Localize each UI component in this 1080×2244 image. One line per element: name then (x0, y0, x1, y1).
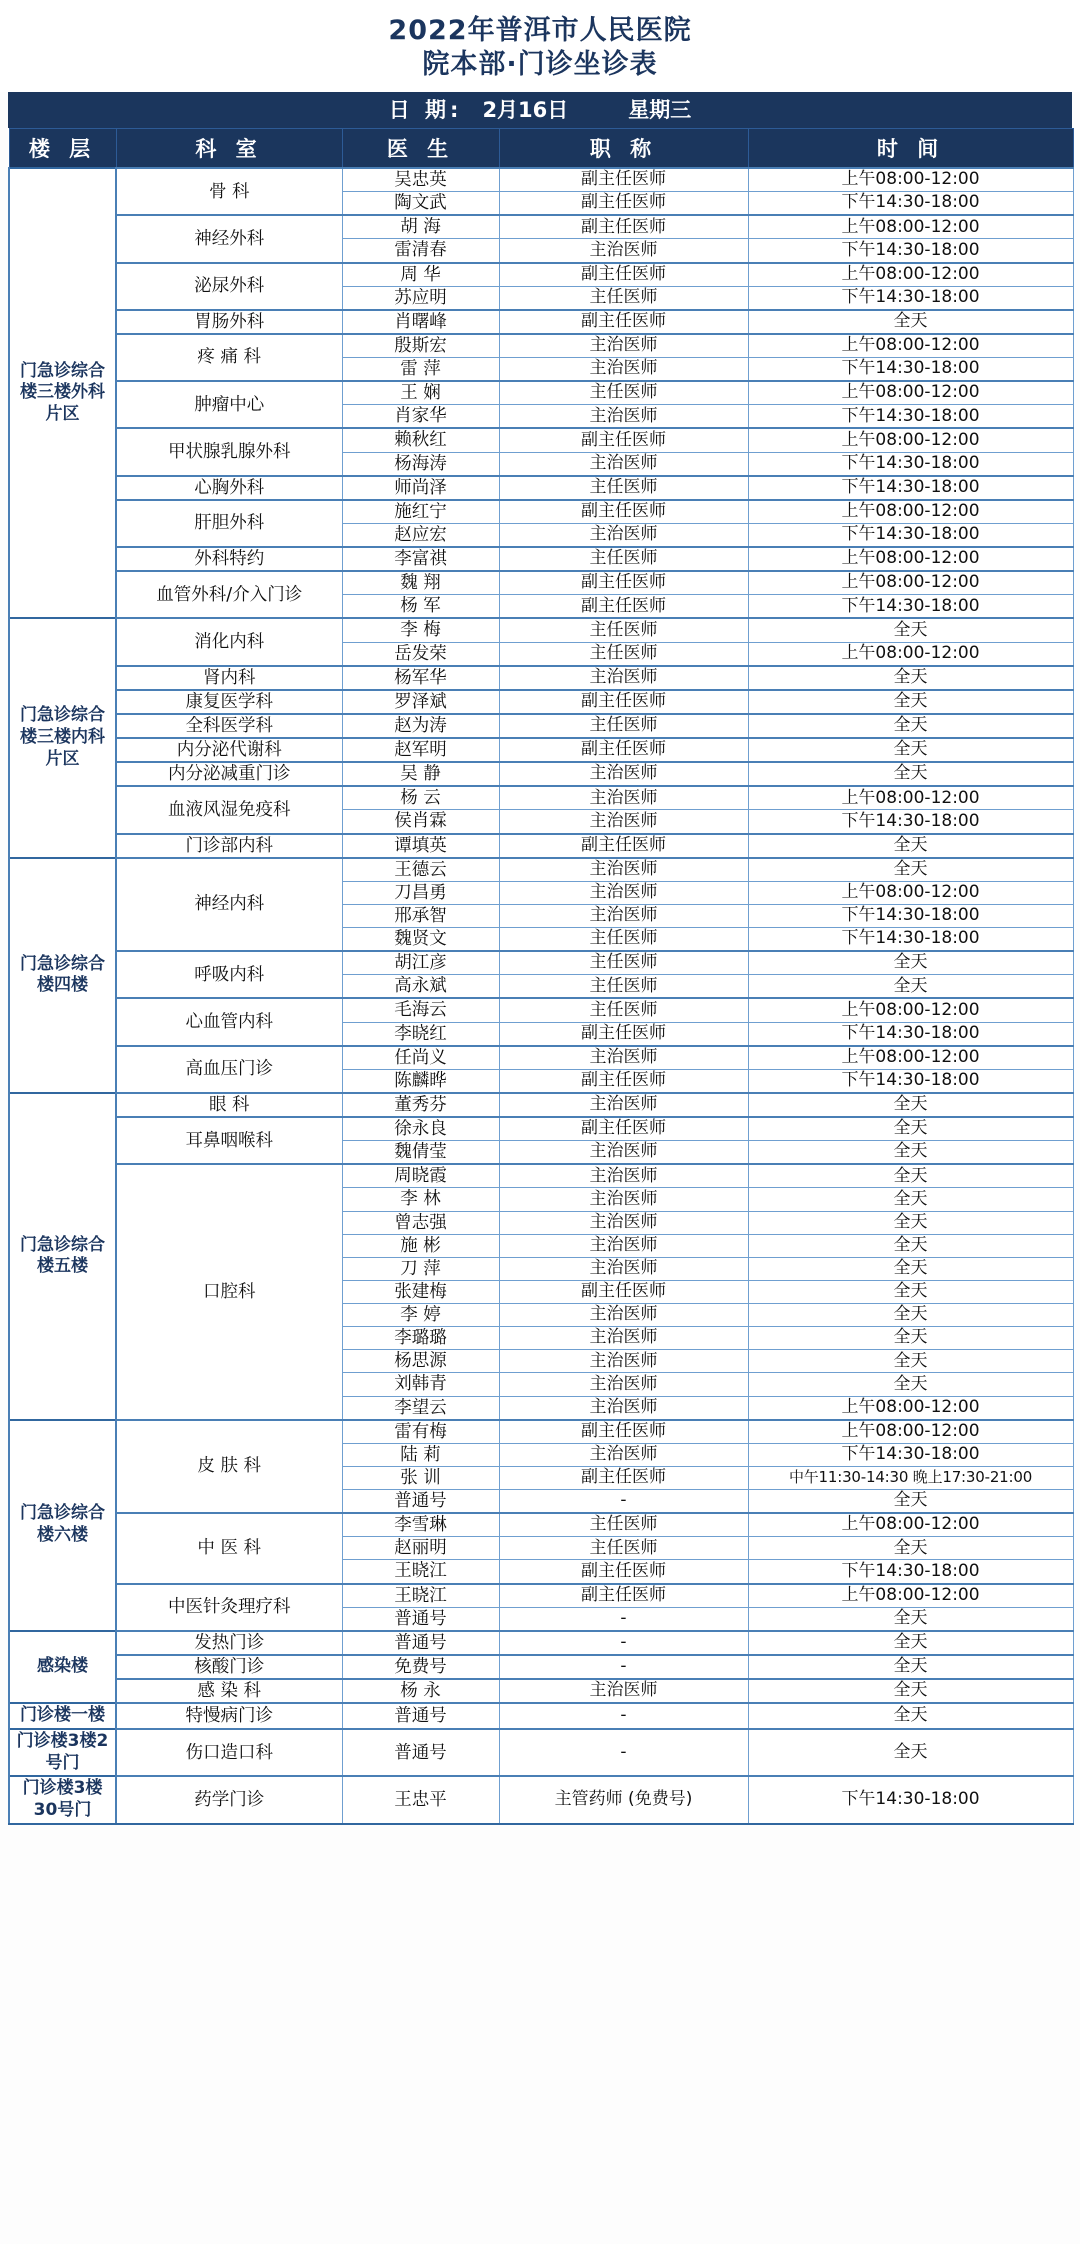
table-row (9, 1117, 1073, 1141)
time-cell: 下午14:30-18:00 (748, 239, 1073, 263)
floor-cell: 门急诊综合楼五楼 (9, 1093, 116, 1420)
time-cell: 上午08:00-12:00 (748, 1396, 1073, 1420)
doctor-title-cell: 主管药师 (免费号) (499, 1776, 748, 1824)
time-cell: 下午14:30-18:00 (748, 1022, 1073, 1046)
time-cell: 上午08:00-12:00 (748, 642, 1073, 666)
doctor-title-cell: 主治医师 (499, 1679, 748, 1703)
table-row (9, 571, 1073, 595)
doctor-cell: 李 林 (342, 1188, 499, 1211)
doctor-title-cell: 主治医师 (499, 881, 748, 904)
time-cell: 全天 (748, 1117, 1073, 1141)
time-cell: 全天 (748, 1350, 1073, 1373)
department-cell: 甲状腺乳腺外科 (116, 428, 342, 475)
doctor-title-cell: 副主任医师 (499, 834, 748, 858)
time-cell: 下午14:30-18:00 (748, 1443, 1073, 1466)
doctor-title-cell: - (499, 1703, 748, 1729)
department-cell: 核酸门诊 (116, 1655, 342, 1679)
department-cell: 胃肠外科 (116, 310, 342, 334)
doctor-cell: 杨海涛 (342, 452, 499, 476)
department-cell: 药学门诊 (116, 1776, 342, 1824)
time-cell: 上午08:00-12:00 (748, 381, 1073, 405)
time-cell: 下午14:30-18:00 (748, 595, 1073, 619)
doctor-cell: 罗泽斌 (342, 690, 499, 714)
table-row (9, 834, 1073, 858)
doctor-title-cell: 主治医师 (499, 666, 748, 690)
floor-cell: 门急诊综合楼六楼 (9, 1420, 116, 1631)
table-row (9, 1703, 1073, 1729)
department-cell: 骨 科 (116, 168, 342, 215)
doctor-title-cell: 主任医师 (499, 975, 748, 999)
table-row (9, 500, 1073, 524)
doctor-cell: 谭填英 (342, 834, 499, 858)
doctor-title-cell: 主治医师 (499, 1327, 748, 1350)
table-row (9, 547, 1073, 571)
floor-cell: 感染楼 (9, 1631, 116, 1703)
time-cell: 全天 (748, 1679, 1073, 1703)
time-cell: 下午14:30-18:00 (748, 1560, 1073, 1584)
time-cell: 全天 (748, 1188, 1073, 1211)
col-header-doctor: 医 生 (342, 129, 499, 169)
doctor-cell: 殷斯宏 (342, 334, 499, 358)
doctor-cell: 普通号 (342, 1729, 499, 1777)
department-cell: 中 医 科 (116, 1513, 342, 1583)
department-cell: 感 染 科 (116, 1679, 342, 1703)
doctor-cell: 李望云 (342, 1396, 499, 1420)
time-cell: 下午14:30-18:00 (748, 452, 1073, 476)
table-row (9, 1513, 1073, 1537)
time-cell: 全天 (748, 1280, 1073, 1303)
doctor-cell: 杨 军 (342, 595, 499, 619)
doctor-title-cell: 副主任医师 (499, 215, 748, 239)
table-row (9, 263, 1073, 287)
col-header-time: 时 间 (748, 129, 1073, 169)
department-cell: 康复医学科 (116, 690, 342, 714)
floor-cell: 门急诊综合楼三楼外科片区 (9, 168, 116, 618)
floor-cell: 门急诊综合楼三楼内科片区 (9, 618, 116, 857)
department-cell: 内分泌代谢科 (116, 738, 342, 762)
weekday-value: 星期三 (628, 98, 692, 122)
doctor-title-cell: 主任医师 (499, 951, 748, 975)
floor-cell: 门诊楼一楼 (9, 1703, 116, 1729)
doctor-title-cell: 主治医师 (499, 1046, 748, 1070)
doctor-title-cell: 主治医师 (499, 1164, 748, 1188)
doctor-cell: 吴 静 (342, 762, 499, 786)
time-cell: 全天 (748, 618, 1073, 642)
doctor-cell: 王忠平 (342, 1776, 499, 1824)
department-cell: 疼 痛 科 (116, 334, 342, 381)
table-row (9, 428, 1073, 452)
floor-cell: 门急诊综合楼四楼 (9, 858, 116, 1093)
time-cell: 全天 (748, 738, 1073, 762)
doctor-cell: 魏倩莹 (342, 1141, 499, 1165)
doctor-cell: 董秀芬 (342, 1093, 499, 1117)
time-cell: 全天 (748, 858, 1073, 882)
time-cell: 全天 (748, 1703, 1073, 1729)
time-cell: 全天 (748, 714, 1073, 738)
date-bar (8, 92, 1072, 128)
doctor-title-cell: 主任医师 (499, 1513, 748, 1537)
table-row (9, 1655, 1073, 1679)
time-cell: 上午08:00-12:00 (748, 1046, 1073, 1070)
doctor-title-cell: 主治医师 (499, 786, 748, 810)
table-row (9, 1584, 1073, 1608)
doctor-title-cell: 主任医师 (499, 618, 748, 642)
col-header-floor: 楼 层 (9, 129, 116, 169)
doctor-cell: 普通号 (342, 1607, 499, 1631)
doctor-cell: 杨思源 (342, 1350, 499, 1373)
doctor-cell: 吴忠英 (342, 168, 499, 192)
department-cell: 心胸外科 (116, 476, 342, 500)
doctor-title-cell: 主任医师 (499, 286, 748, 310)
department-cell: 消化内科 (116, 618, 342, 665)
time-cell: 全天 (748, 1164, 1073, 1188)
time-cell: 全天 (748, 1373, 1073, 1396)
time-cell: 上午08:00-12:00 (748, 1584, 1073, 1608)
doctor-cell: 岳发荣 (342, 642, 499, 666)
doctor-title-cell: 副主任医师 (499, 1022, 748, 1046)
table-row (9, 858, 1073, 882)
time-cell: 全天 (748, 1234, 1073, 1257)
department-cell: 神经内科 (116, 858, 342, 952)
doctor-cell: 赵军明 (342, 738, 499, 762)
department-cell: 特慢病门诊 (116, 1703, 342, 1729)
table-row (9, 998, 1073, 1022)
doctor-cell: 施 彬 (342, 1234, 499, 1257)
date-label: 日 期: (388, 98, 463, 122)
doctor-cell: 周 华 (342, 263, 499, 287)
doctor-cell: 邢承智 (342, 904, 499, 927)
doctor-cell: 施红宁 (342, 500, 499, 524)
doctor-title-cell: 主治医师 (499, 1443, 748, 1466)
doctor-cell: 杨 永 (342, 1679, 499, 1703)
doctor-title-cell: - (499, 1490, 748, 1514)
time-cell: 上午08:00-12:00 (748, 334, 1073, 358)
doctor-cell: 毛海云 (342, 998, 499, 1022)
table-head (9, 129, 1073, 169)
doctor-cell: 肖曙峰 (342, 310, 499, 334)
doctor-title-cell: - (499, 1631, 748, 1655)
doctor-title-cell: 副主任医师 (499, 168, 748, 192)
department-cell: 血管外科/介入门诊 (116, 571, 342, 618)
time-cell: 下午14:30-18:00 (748, 358, 1073, 382)
time-cell: 上午08:00-12:00 (748, 168, 1073, 192)
doctor-cell: 王晓江 (342, 1584, 499, 1608)
time-cell: 全天 (748, 1093, 1073, 1117)
time-cell: 全天 (748, 1655, 1073, 1679)
date-value: 2月16日 (482, 98, 569, 122)
department-cell: 中医针灸理疗科 (116, 1584, 342, 1631)
time-cell: 上午08:00-12:00 (748, 786, 1073, 810)
table-row (9, 786, 1073, 810)
doctor-title-cell: 主治医师 (499, 1396, 748, 1420)
doctor-title-cell: 主治医师 (499, 1188, 748, 1211)
table-row (9, 1776, 1073, 1824)
department-cell: 皮 肤 科 (116, 1420, 342, 1514)
table-row (9, 714, 1073, 738)
doctor-cell: 张建梅 (342, 1280, 499, 1303)
doctor-title-cell: 副主任医师 (499, 1560, 748, 1584)
department-cell: 耳鼻咽喉科 (116, 1117, 342, 1164)
time-cell: 全天 (748, 1537, 1073, 1560)
time-cell: 中午11:30-14:30 晚上17:30-21:00 (748, 1466, 1073, 1489)
table-row (9, 310, 1073, 334)
doctor-title-cell: 副主任医师 (499, 1280, 748, 1303)
department-cell: 肝胆外科 (116, 500, 342, 547)
col-header-title: 职 称 (499, 129, 748, 169)
time-cell: 上午08:00-12:00 (748, 881, 1073, 904)
doctor-title-cell: - (499, 1655, 748, 1679)
doctor-title-cell: 主治医师 (499, 1350, 748, 1373)
doctor-title-cell: 主治医师 (499, 1234, 748, 1257)
doctor-title-cell: 副主任医师 (499, 192, 748, 216)
doctor-cell: 李雪琳 (342, 1513, 499, 1537)
doctor-cell: 王 娴 (342, 381, 499, 405)
doctor-title-cell: 主治医师 (499, 358, 748, 382)
doctor-cell: 普通号 (342, 1631, 499, 1655)
department-cell: 眼 科 (116, 1093, 342, 1117)
table-row (9, 1046, 1073, 1070)
doctor-cell: 杨军华 (342, 666, 499, 690)
table-row (9, 1679, 1073, 1703)
doctor-title-cell: 副主任医师 (499, 428, 748, 452)
table-body (9, 168, 1073, 1824)
doctor-cell: 普通号 (342, 1490, 499, 1514)
department-cell: 内分泌减重门诊 (116, 762, 342, 786)
department-cell: 血液风湿免疫科 (116, 786, 342, 833)
doctor-title-cell: 副主任医师 (499, 310, 748, 334)
table-row (9, 1164, 1073, 1188)
doctor-title-cell: - (499, 1729, 748, 1777)
table-row (9, 666, 1073, 690)
schedule-table (8, 128, 1074, 1825)
doctor-title-cell: 副主任医师 (499, 1466, 748, 1489)
doctor-cell: 王德云 (342, 858, 499, 882)
time-cell: 全天 (748, 1304, 1073, 1327)
doctor-cell: 赵应宏 (342, 523, 499, 547)
time-cell: 全天 (748, 834, 1073, 858)
time-cell: 下午14:30-18:00 (748, 405, 1073, 429)
table-row (9, 334, 1073, 358)
doctor-cell: 任尚义 (342, 1046, 499, 1070)
time-cell: 上午08:00-12:00 (748, 215, 1073, 239)
time-cell: 下午14:30-18:00 (748, 1069, 1073, 1093)
doctor-cell: 赖秋红 (342, 428, 499, 452)
doctor-title-cell: 主治医师 (499, 1141, 748, 1165)
doctor-cell: 李 梅 (342, 618, 499, 642)
doctor-title-cell: 主任医师 (499, 476, 748, 500)
doctor-cell: 胡江彦 (342, 951, 499, 975)
table-row (9, 690, 1073, 714)
time-cell: 下午14:30-18:00 (748, 928, 1073, 952)
doctor-title-cell: 主任医师 (499, 714, 748, 738)
doctor-title-cell: 副主任医师 (499, 263, 748, 287)
table-row (9, 476, 1073, 500)
doctor-cell: 李晓红 (342, 1022, 499, 1046)
table-row (9, 1420, 1073, 1444)
time-cell: 全天 (748, 762, 1073, 786)
department-cell: 肾内科 (116, 666, 342, 690)
floor-cell: 门诊楼3楼30号门 (9, 1776, 116, 1824)
doctor-cell: 李璐璐 (342, 1327, 499, 1350)
time-cell: 全天 (748, 690, 1073, 714)
doctor-cell: 赵丽明 (342, 1537, 499, 1560)
time-cell: 上午08:00-12:00 (748, 263, 1073, 287)
doctor-title-cell: 主治医师 (499, 1257, 748, 1280)
doctor-title-cell: 主任医师 (499, 642, 748, 666)
doctor-title-cell: 副主任医师 (499, 1420, 748, 1444)
doctor-title-cell: 副主任医师 (499, 571, 748, 595)
doctor-title-cell: 主治医师 (499, 810, 748, 834)
doctor-cell: 苏应明 (342, 286, 499, 310)
time-cell: 全天 (748, 310, 1073, 334)
doctor-cell: 赵为涛 (342, 714, 499, 738)
doctor-cell: 魏贤文 (342, 928, 499, 952)
doctor-cell: 雷清春 (342, 239, 499, 263)
doctor-title-cell: 副主任医师 (499, 738, 748, 762)
header-row (9, 129, 1073, 169)
doctor-title-cell: 主任医师 (499, 1537, 748, 1560)
time-cell: 上午08:00-12:00 (748, 1420, 1073, 1444)
time-cell: 上午08:00-12:00 (748, 547, 1073, 571)
doctor-title-cell: 主任医师 (499, 547, 748, 571)
doctor-title-cell: 副主任医师 (499, 1069, 748, 1093)
time-cell: 全天 (748, 1729, 1073, 1777)
doctor-title-cell: 主治医师 (499, 334, 748, 358)
doctor-cell: 陈麟晔 (342, 1069, 499, 1093)
table-row (9, 215, 1073, 239)
doctor-title-cell: 主治医师 (499, 239, 748, 263)
time-cell: 全天 (748, 951, 1073, 975)
time-cell: 全天 (748, 1607, 1073, 1631)
doctor-cell: 师尚泽 (342, 476, 499, 500)
time-cell: 上午08:00-12:00 (748, 571, 1073, 595)
doctor-cell: 杨 云 (342, 786, 499, 810)
doctor-title-cell: 主治医师 (499, 523, 748, 547)
doctor-title-cell: 主治医师 (499, 858, 748, 882)
time-cell: 全天 (748, 975, 1073, 999)
doctor-cell: 侯肖霖 (342, 810, 499, 834)
doctor-title-cell: 主治医师 (499, 1373, 748, 1396)
doctor-cell: 周晓霞 (342, 1164, 499, 1188)
time-cell: 全天 (748, 1490, 1073, 1514)
table-row (9, 738, 1073, 762)
time-cell: 上午08:00-12:00 (748, 998, 1073, 1022)
floor-cell: 门诊楼3楼2号门 (9, 1729, 116, 1777)
department-cell: 口腔科 (116, 1164, 342, 1419)
table-row (9, 762, 1073, 786)
time-cell: 全天 (748, 1257, 1073, 1280)
doctor-cell: 普通号 (342, 1703, 499, 1729)
doctor-cell: 雷有梅 (342, 1420, 499, 1444)
time-cell: 下午14:30-18:00 (748, 810, 1073, 834)
time-cell: 下午14:30-18:00 (748, 286, 1073, 310)
table-row (9, 1631, 1073, 1655)
department-cell: 心血管内科 (116, 998, 342, 1045)
doctor-title-cell: 主治医师 (499, 1211, 748, 1234)
table-row (9, 168, 1073, 192)
doctor-cell: 陶文武 (342, 192, 499, 216)
time-cell: 下午14:30-18:00 (748, 523, 1073, 547)
doctor-cell: 刀昌勇 (342, 881, 499, 904)
time-cell: 全天 (748, 1211, 1073, 1234)
doctor-cell: 李 婷 (342, 1304, 499, 1327)
doctor-cell: 高永斌 (342, 975, 499, 999)
doctor-title-cell: 主任医师 (499, 928, 748, 952)
department-cell: 全科医学科 (116, 714, 342, 738)
time-cell: 全天 (748, 666, 1073, 690)
department-cell: 伤口造口科 (116, 1729, 342, 1777)
doctor-cell: 雷 萍 (342, 358, 499, 382)
doctor-cell: 免费号 (342, 1655, 499, 1679)
doctor-cell: 刘韩青 (342, 1373, 499, 1396)
doctor-cell: 刀 萍 (342, 1257, 499, 1280)
time-cell: 下午14:30-18:00 (748, 476, 1073, 500)
doctor-title-cell: 主治医师 (499, 405, 748, 429)
doctor-cell: 肖家华 (342, 405, 499, 429)
table-row (9, 618, 1073, 642)
time-cell: 上午08:00-12:00 (748, 500, 1073, 524)
doctor-title-cell: 主治医师 (499, 904, 748, 927)
department-cell: 泌尿外科 (116, 263, 342, 310)
page-title-line2: 院本部·门诊坐诊表 (422, 49, 658, 80)
doctor-cell: 陆 莉 (342, 1443, 499, 1466)
time-cell: 全天 (748, 1141, 1073, 1165)
time-cell: 全天 (748, 1631, 1073, 1655)
time-cell: 下午14:30-18:00 (748, 904, 1073, 927)
department-cell: 呼吸内科 (116, 951, 342, 998)
doctor-title-cell: 主治医师 (499, 452, 748, 476)
table-row (9, 951, 1073, 975)
time-cell: 下午14:30-18:00 (748, 1776, 1073, 1824)
doctor-title-cell: 主任医师 (499, 381, 748, 405)
doctor-title-cell: 副主任医师 (499, 500, 748, 524)
time-cell: 上午08:00-12:00 (748, 1513, 1073, 1537)
doctor-cell: 曾志强 (342, 1211, 499, 1234)
table-row (9, 381, 1073, 405)
doctor-title-cell: 副主任医师 (499, 690, 748, 714)
department-cell: 发热门诊 (116, 1631, 342, 1655)
department-cell: 神经外科 (116, 215, 342, 262)
doctor-cell: 张 训 (342, 1466, 499, 1489)
doctor-cell: 胡 海 (342, 215, 499, 239)
table-row (9, 1729, 1073, 1777)
doctor-title-cell: 主治医师 (499, 1304, 748, 1327)
department-cell: 外科特约 (116, 547, 342, 571)
department-cell: 门诊部内科 (116, 834, 342, 858)
time-cell: 下午14:30-18:00 (748, 192, 1073, 216)
doctor-cell: 徐永良 (342, 1117, 499, 1141)
doctor-cell: 李富祺 (342, 547, 499, 571)
page-title-line1: 2022年普洱市人民医院 (388, 15, 692, 46)
doctor-cell: 魏 翔 (342, 571, 499, 595)
department-cell: 高血压门诊 (116, 1046, 342, 1093)
doctor-title-cell: 主任医师 (499, 998, 748, 1022)
doctor-cell: 王晓江 (342, 1560, 499, 1584)
doctor-title-cell: 副主任医师 (499, 595, 748, 619)
doctor-title-cell: 副主任医师 (499, 1584, 748, 1608)
col-header-department: 科 室 (116, 129, 342, 169)
department-cell: 肿瘤中心 (116, 381, 342, 428)
time-cell: 上午08:00-12:00 (748, 428, 1073, 452)
doctor-title-cell: 主治医师 (499, 762, 748, 786)
doctor-title-cell: 副主任医师 (499, 1117, 748, 1141)
table-row (9, 1093, 1073, 1117)
doctor-title-cell: - (499, 1607, 748, 1631)
time-cell: 全天 (748, 1327, 1073, 1350)
title-block (0, 0, 1080, 92)
doctor-title-cell: 主治医师 (499, 1093, 748, 1117)
